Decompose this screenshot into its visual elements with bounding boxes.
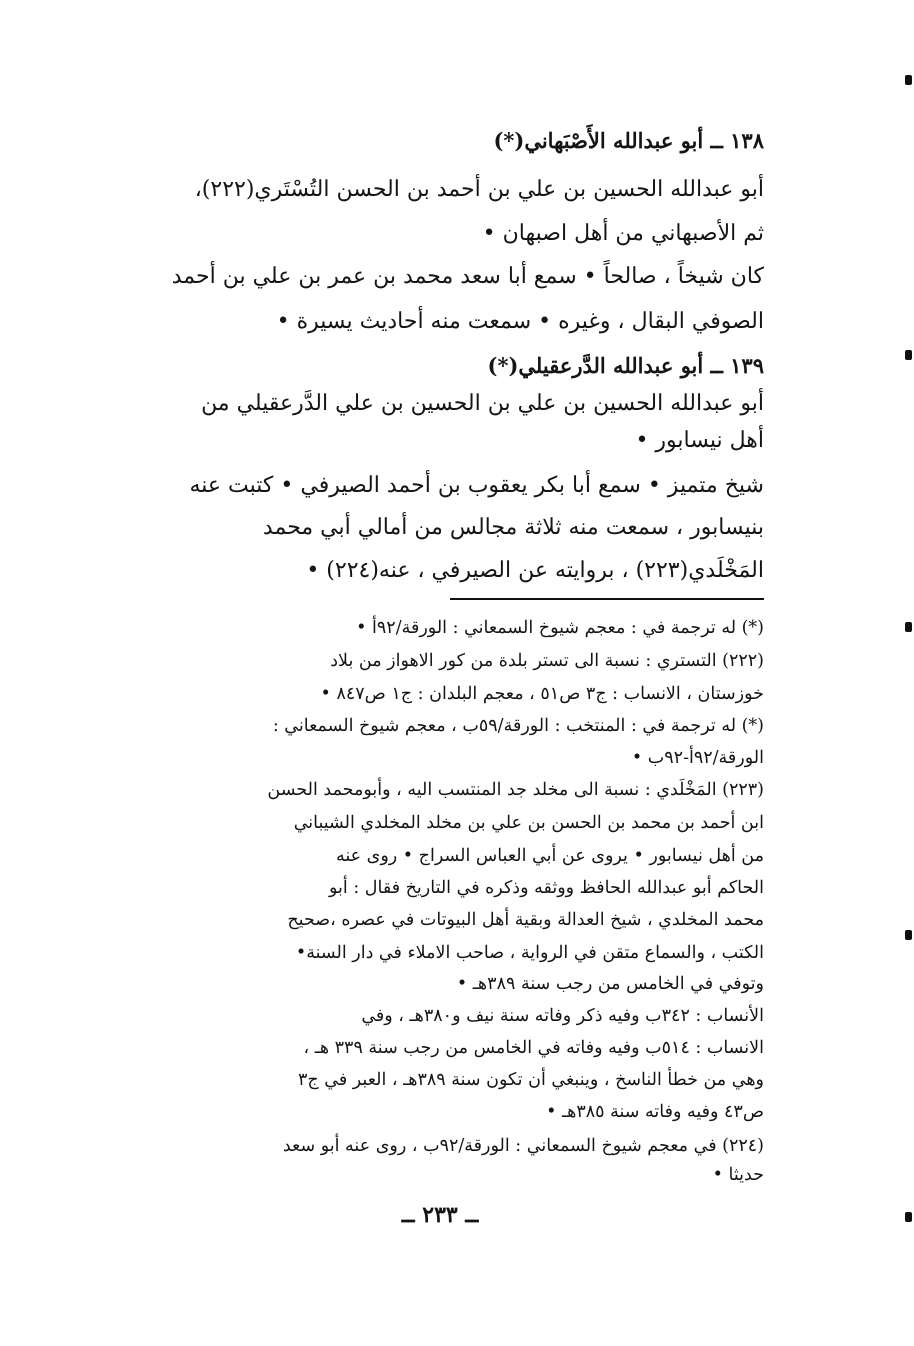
footnote-line: محمد المخلدي ، شيخ العدالة وبقية أهل البيوتات في عصره ،صحيح <box>287 910 764 930</box>
entry-139-line: أهل نيسابور • <box>635 428 764 453</box>
page-number: ــ ٢٣٣ ــ <box>401 1202 479 1228</box>
footnote-line: الحاكم أبو عبدالله الحافظ ووثقه وذكره في التاريخ فقال : أبو <box>329 878 764 898</box>
footnote-line: (٢٢٤) في معجم شيوخ السمعاني : الورقة/٩٢ب ، روى عنه أبو سعد <box>282 1136 764 1156</box>
entry-139-line: أبو عبدالله الحسين بن علي بن الحسين بن علي الدَّرعقيلي من <box>201 391 764 416</box>
footnote-divider <box>450 598 764 600</box>
footnote-line: الانساب : ٥١٤ب وفيه وفاته في الخامس من رجب سنة ٣٣٩ هـ ، <box>303 1038 764 1058</box>
footnote-line: وتوفي في الخامس من رجب سنة ٣٨٩هـ • <box>456 974 764 994</box>
entry-139-heading: ١٣٩ ــ أبو عبدالله الدَّرعقيلي(*) <box>487 353 764 378</box>
entry-138-line: الصوفي البقال ، وغيره • سمعت منه أحاديث يسيرة • <box>276 309 764 334</box>
entry-139-line: شيخ متميز • سمع أبا بكر يعقوب بن أحمد الصيرفي • كتبت عنه <box>189 473 764 498</box>
footnote-line: (*) له ترجمة في : المنتخب : الورقة/٥٩ب ، معجم شيوخ السمعاني : <box>272 716 764 736</box>
footnote-line: (٢٢٣) المَخْلَدي : نسبة الى مخلد جد المنتسب اليه ، وأبومحمد الحسن <box>267 780 764 800</box>
footnote-line: الكتب ، والسماع متقن في الرواية ، صاحب الاملاء في دار السنة• <box>295 943 764 963</box>
footnote-line: من أهل نيسابور • يروى عن أبي العباس السراج • روى عنه <box>335 846 764 866</box>
scan-margin-mark <box>905 350 912 360</box>
footnote-line: وهي من خطأ الناسخ ، وينبغي أن تكون سنة ٣٨٩هـ ، العبر في ج٣ <box>297 1070 764 1090</box>
footnote-line: ابن أحمد بن محمد بن الحسن بن علي بن مخلد المخلدي الشيباني <box>293 813 764 833</box>
entry-138-line: أبو عبدالله الحسين بن علي بن أحمد بن الحسن التُسْتَري(٢٢٢)، <box>194 177 764 202</box>
entry-138-line: كان شيخاً ، صالحاً • سمع أبا سعد محمد بن عمر بن علي بن أحمد <box>171 264 764 289</box>
entry-139-line: المَخْلَدي(٢٢٣) ، بروايته عن الصيرفي ، عنه(٢٢٤) • <box>306 558 764 583</box>
footnote-line: ص٤٣ وفيه وفاته سنة ٣٨٥هـ • <box>546 1102 764 1122</box>
scan-margin-mark <box>905 622 912 632</box>
footnote-line: الورقة/٩٢أ-٩٢ب • <box>631 748 764 768</box>
footnote-line: (*) له ترجمة في : معجم شيوخ السمعاني : الورقة/٩٢أ • <box>356 618 764 638</box>
footnote-line: حديثا • <box>712 1165 764 1185</box>
footnote-line: خوزستان ، الانساب : ج٣ ص٥١ ، معجم البلدان : ج١ ص٨٤٧ • <box>320 684 764 704</box>
footnote-line: (٢٢٢) التستري : نسبة الى تستر بلدة من كور الاهواز من بلاد <box>330 651 764 671</box>
footnote-line: الأنساب : ٣٤٢ب وفيه ذكر وفاته سنة نيف و٣٨٠هـ ، وفي <box>361 1006 764 1026</box>
scan-margin-mark <box>905 75 912 85</box>
scan-margin-mark <box>905 930 912 940</box>
entry-138-heading: ١٣٨ ــ أبو عبدالله الأَصْبَهاني(*) <box>493 128 764 153</box>
scan-margin-mark <box>905 1212 912 1222</box>
entry-139-line: بنيسابور ، سمعت منه ثلاثة مجالس من أمالي أبي محمد <box>262 515 764 540</box>
entry-138-line: ثم الأصبهاني من أهل اصبهان • <box>482 221 764 246</box>
